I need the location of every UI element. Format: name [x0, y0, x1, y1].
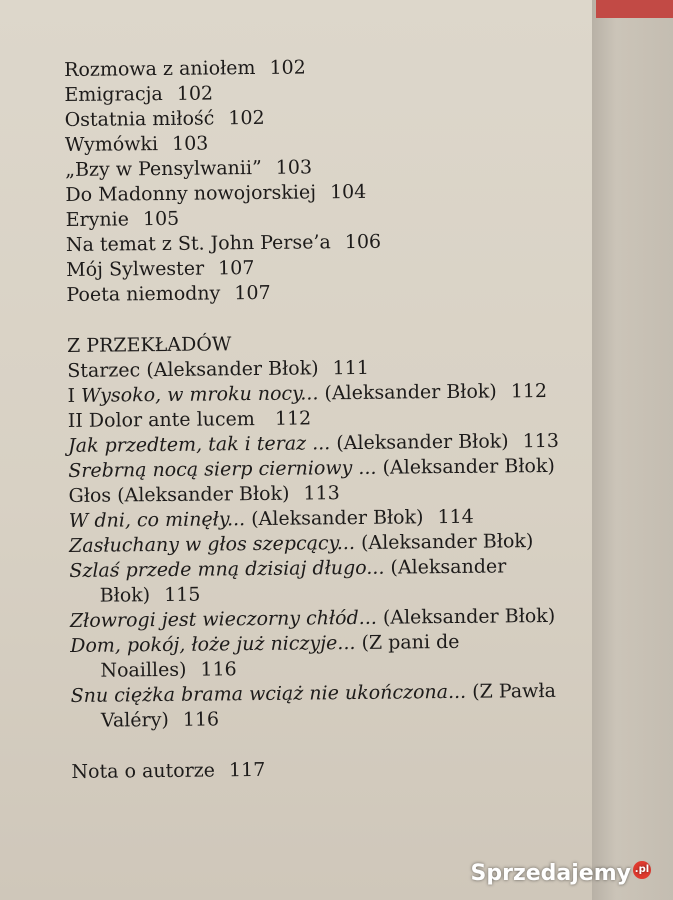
entry-author: (Aleksander Błok)	[146, 357, 319, 382]
poem-list	[64, 53, 557, 308]
entry-page: 107	[234, 281, 271, 305]
entry-author: Noailles)	[100, 658, 187, 682]
entry-title: W dni, co minęły...	[68, 508, 246, 532]
list-item	[69, 554, 560, 584]
entry-number: II	[67, 409, 83, 432]
table-of-contents	[64, 53, 562, 785]
entry-title: Głos	[68, 484, 112, 507]
entry-title: Złowrogi jest wieczorny chłód...	[69, 606, 377, 632]
section-heading: Z PRZEKŁADÓW	[66, 333, 232, 357]
entry-author: (Aleksander Błok)	[324, 380, 497, 405]
entry-title: Emigracja	[64, 82, 163, 106]
entry-author: (Aleksander Błok)	[382, 454, 555, 479]
entry-title: Mój Sylwester	[66, 257, 205, 281]
entry-title: „Bzy w Pensylwanii”	[65, 156, 262, 181]
entry-page: 114	[437, 505, 474, 529]
entry-author: Błok)	[99, 584, 151, 607]
entry-title: Wymówki	[64, 133, 159, 156]
list-item	[68, 454, 559, 484]
entry-page: 103	[275, 156, 313, 179]
entry-title: Wysoko, w mroku nocy...	[80, 382, 319, 407]
entry-title: Dom, pokój, łoże już niczyje...	[70, 631, 356, 657]
entry-title: Starzec	[67, 359, 141, 382]
list-item	[71, 679, 562, 709]
entry-author: (Aleksander Błok)	[360, 530, 534, 554]
entry-page: 103	[171, 132, 209, 155]
entry-number: I	[67, 384, 76, 407]
site-watermark	[471, 861, 652, 886]
entry-title: Poeta niemodny	[66, 282, 221, 306]
entry-title: Szlaś przede mną dzisiaj długo...	[69, 556, 385, 582]
entry-title: Jak przedtem, tak i teraz ...	[67, 432, 331, 457]
entry-author: (Aleksander Błok)	[382, 604, 556, 629]
entry-page: 117	[228, 758, 266, 782]
entry-page: 115	[164, 583, 201, 606]
entry-page: 116	[200, 658, 237, 681]
entry-page: 116	[182, 708, 220, 731]
entry-page: 106	[344, 230, 382, 254]
entry-title: Nota o autorze	[71, 759, 216, 783]
watermark-text: Sprzedajemy	[470, 861, 631, 886]
entry-author: Valéry)	[100, 708, 169, 732]
entry-page: 107	[217, 257, 255, 280]
entry-page: 105	[142, 207, 180, 231]
entry-page: 112	[510, 379, 548, 403]
entry-title: Zasłuchany w głos szepcący...	[68, 531, 356, 557]
book-page-right	[592, 0, 673, 900]
red-page-edge	[596, 0, 673, 18]
entry-page: 113	[303, 482, 340, 505]
entry-title: Dolor ante lucem	[88, 408, 255, 432]
closing-entry	[71, 755, 562, 785]
entry-author: (Z pani de	[361, 630, 460, 654]
entry-page: 102	[228, 106, 265, 130]
entry-author: (Aleksander Błok)	[336, 430, 509, 455]
list-item	[67, 379, 558, 409]
entry-author: (Aleksander Błok)	[117, 482, 290, 507]
entry-page: 112	[274, 407, 312, 430]
entry-page: 102	[176, 82, 214, 105]
translation-list	[67, 354, 562, 734]
entry-author: (Aleksander	[390, 555, 507, 579]
entry-title: Snu ciężka brama wciąż nie ukończona...	[70, 680, 467, 707]
entry-title: Erynie	[65, 208, 130, 231]
list-item	[70, 604, 561, 634]
entry-page: 113	[522, 429, 560, 453]
entry-page: 104	[329, 180, 367, 204]
entry-title: Rozmowa z aniołem	[64, 56, 256, 81]
entry-title: Do Madonny nowojorskiej	[65, 181, 317, 206]
watermark-badge: .pl	[633, 861, 651, 879]
entry-page: 102	[269, 56, 306, 79]
entry-author: (Z Pawła	[472, 679, 556, 703]
entry-page: 111	[332, 356, 369, 380]
entry-title: Ostatnia miłość	[64, 107, 215, 131]
entry-title: Na temat z St. John Perse’a	[65, 231, 331, 256]
entry-author: (Aleksander Błok)	[251, 506, 424, 531]
entry-title: Srebrną nocą sierp cierniowy ...	[68, 456, 377, 482]
